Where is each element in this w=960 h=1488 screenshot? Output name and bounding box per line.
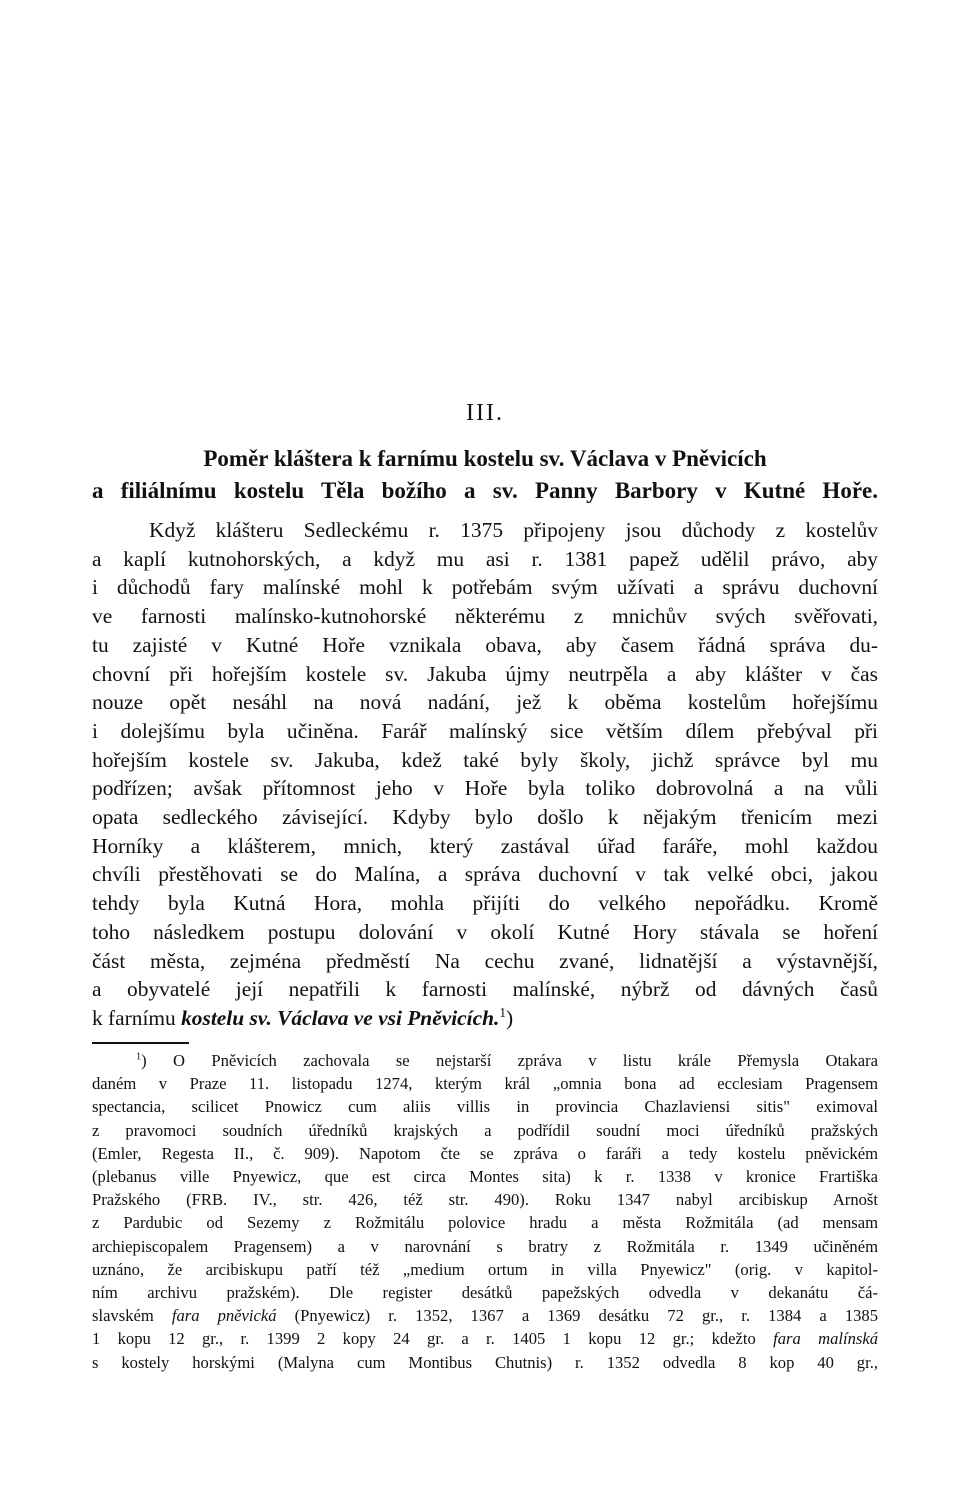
footnote-line: uznáno, že arcibiskupu patří též „medium ortum in villa Pnyewicz" (orig. v kapitol- xyxy=(92,1259,878,1279)
body-line: Když klášteru Sedleckému r. 1375 připojeny jsou důchody z kostelův xyxy=(149,518,878,542)
footnote-line: daném v Praze 11. listopadu 1274, kterým král „omnia bona ad ecclesiam Pragensem xyxy=(92,1074,878,1094)
body-line: ve farnosti malínsko-kutnohorské některému z mnichův svých svěřovati, xyxy=(92,604,878,629)
footnote-line: spectancia, scilicet Pnowicz cum aliis villis in provincia Chazlaviensi sitis" eximoval xyxy=(92,1097,878,1117)
body-line: část města, zejména předměstí Na cechu zvané, lidnatější a výstavnější, xyxy=(92,948,878,973)
body-last-italic: kostelu sv. Václava ve vsi Pněvicích. xyxy=(181,1005,500,1030)
body-line: podřízen; avšak přítomnost jeho v Hoře byla toliko dobrovolná a na vůli xyxy=(92,776,878,801)
footnote-line: slavském fara pněvická (Pnyewicz) r. 1352, 1367 a 1369 desátku 72 gr., r. 1384 a 1385 xyxy=(92,1306,879,1326)
footnote-line: archiepiscopalem Pragensem) a v narovnání s bratry z Rožmitála r. 1349 učiněném xyxy=(92,1236,878,1256)
body-line: nouze opět nesáhl na nová nadání, jež k oběma kostelům hořejšímu xyxy=(92,690,878,715)
footnote-line: ním archivu pražském). Dle register desátků papežských odvedla v dekanátu čá- xyxy=(92,1283,878,1303)
footnote-line: Pražského (FRB. IV., str. 426, též str. 490). Roku 1347 nabyl arcibiskup Arnošt xyxy=(92,1190,878,1210)
body-line: i důchodů fary malínské mohl k potřebám svým užívati a správu duchovní xyxy=(92,575,878,600)
footnote-line: (plebanus ville Pnyewicz, que est circa Montes sita) k r. 1338 v kronice Frartiška xyxy=(92,1167,878,1187)
body-line: i dolejšímu byla učiněna. Farář malínský sice větším dílem přebýval při xyxy=(92,718,878,743)
body-last-suffix: ) xyxy=(505,1005,514,1030)
footnote-line: 1 kopu 12 gr., r. 1399 2 kopy 24 gr. a r. 1405 1 kopu 12 gr.; kdežto fara malínská xyxy=(92,1329,879,1349)
body-line: a kaplí kutnohorských, a když mu asi r. 1381 papež udělil právo, aby xyxy=(92,546,878,571)
body-line: toho následkem postupu dolování v okolí Kutné Hory stávala se hoření xyxy=(92,919,878,944)
body-line-last xyxy=(92,1004,878,1033)
footnote-line: (Emler, Regesta II., č. 909). Napotom čte se zpráva o faráři a tedy kostelu pněvickém xyxy=(92,1143,878,1163)
footnote-italic: fara malínská xyxy=(773,1329,879,1349)
body-line: chvíli přestěhovati se do Malína, a správa duchovní v tak velké obci, jakou xyxy=(92,862,878,887)
chapter-title-line: a filiálnímu kostelu Těla božího a sv. Panny Barbory v Kutné Hoře. xyxy=(92,478,878,503)
footnote-italic: fara pněvická xyxy=(171,1306,277,1326)
footnote xyxy=(92,1049,878,1374)
body-text xyxy=(92,516,878,1033)
body-line: a obyvatelé její nepatřili k farnosti malínské, nýbrž od dávných časů xyxy=(92,977,878,1002)
footnote-line: z Pardubic od Sezemy z Rožmitálu polovice hradu a města Rožmitála (ad mensam xyxy=(92,1213,878,1233)
footnote-reference[interactable]: 1 xyxy=(499,1004,506,1020)
chapter-title xyxy=(92,443,878,507)
body-line: opata sedleckého závisející. Kdyby bylo došlo k nějakým třenicím mezi xyxy=(92,805,878,830)
body-line: tu zajisté v Kutné Hoře vznikala obava, aby časem řádná správa du- xyxy=(92,632,878,657)
footnote-line: z pravomoci soudních úředníků krajských a podřídil soudní moci úředníků pražských xyxy=(92,1120,878,1140)
chapter-number: III. xyxy=(466,400,504,426)
footnote-divider xyxy=(92,1042,189,1044)
footnote-line: $^1$) O Pněvicích zachovala se nejstarší zpráva v listu krále Přemysla Otakara xyxy=(136,1051,878,1070)
body-line: chovní při hořejším kostele sv. Jakuba újmy neutrpěla a aby klášter v čas xyxy=(92,661,878,686)
body-line: hořejším kostele sv. Jakuba, kdež také byly školy, jichž správce byl mu xyxy=(92,747,878,772)
body-line: Horníky a klášterem, mnich, který zastával úřad faráře, mohl každou xyxy=(92,833,878,858)
chapter-title-line: Poměr kláštera k farnímu kostelu sv. Václava v Pněvicích xyxy=(203,446,767,471)
body-last-prefix: k farnímu xyxy=(92,1005,182,1030)
body-line: tehdy byla Kutná Hora, mohla přijíti do velkého nepořádku. Kromě xyxy=(92,891,878,916)
footnote-mark: 1 xyxy=(136,1051,142,1063)
footnote-line: s kostely horskými (Malyna cum Montibus Chutnis) r. 1352 odvedla 8 kop 40 gr., xyxy=(92,1352,878,1372)
